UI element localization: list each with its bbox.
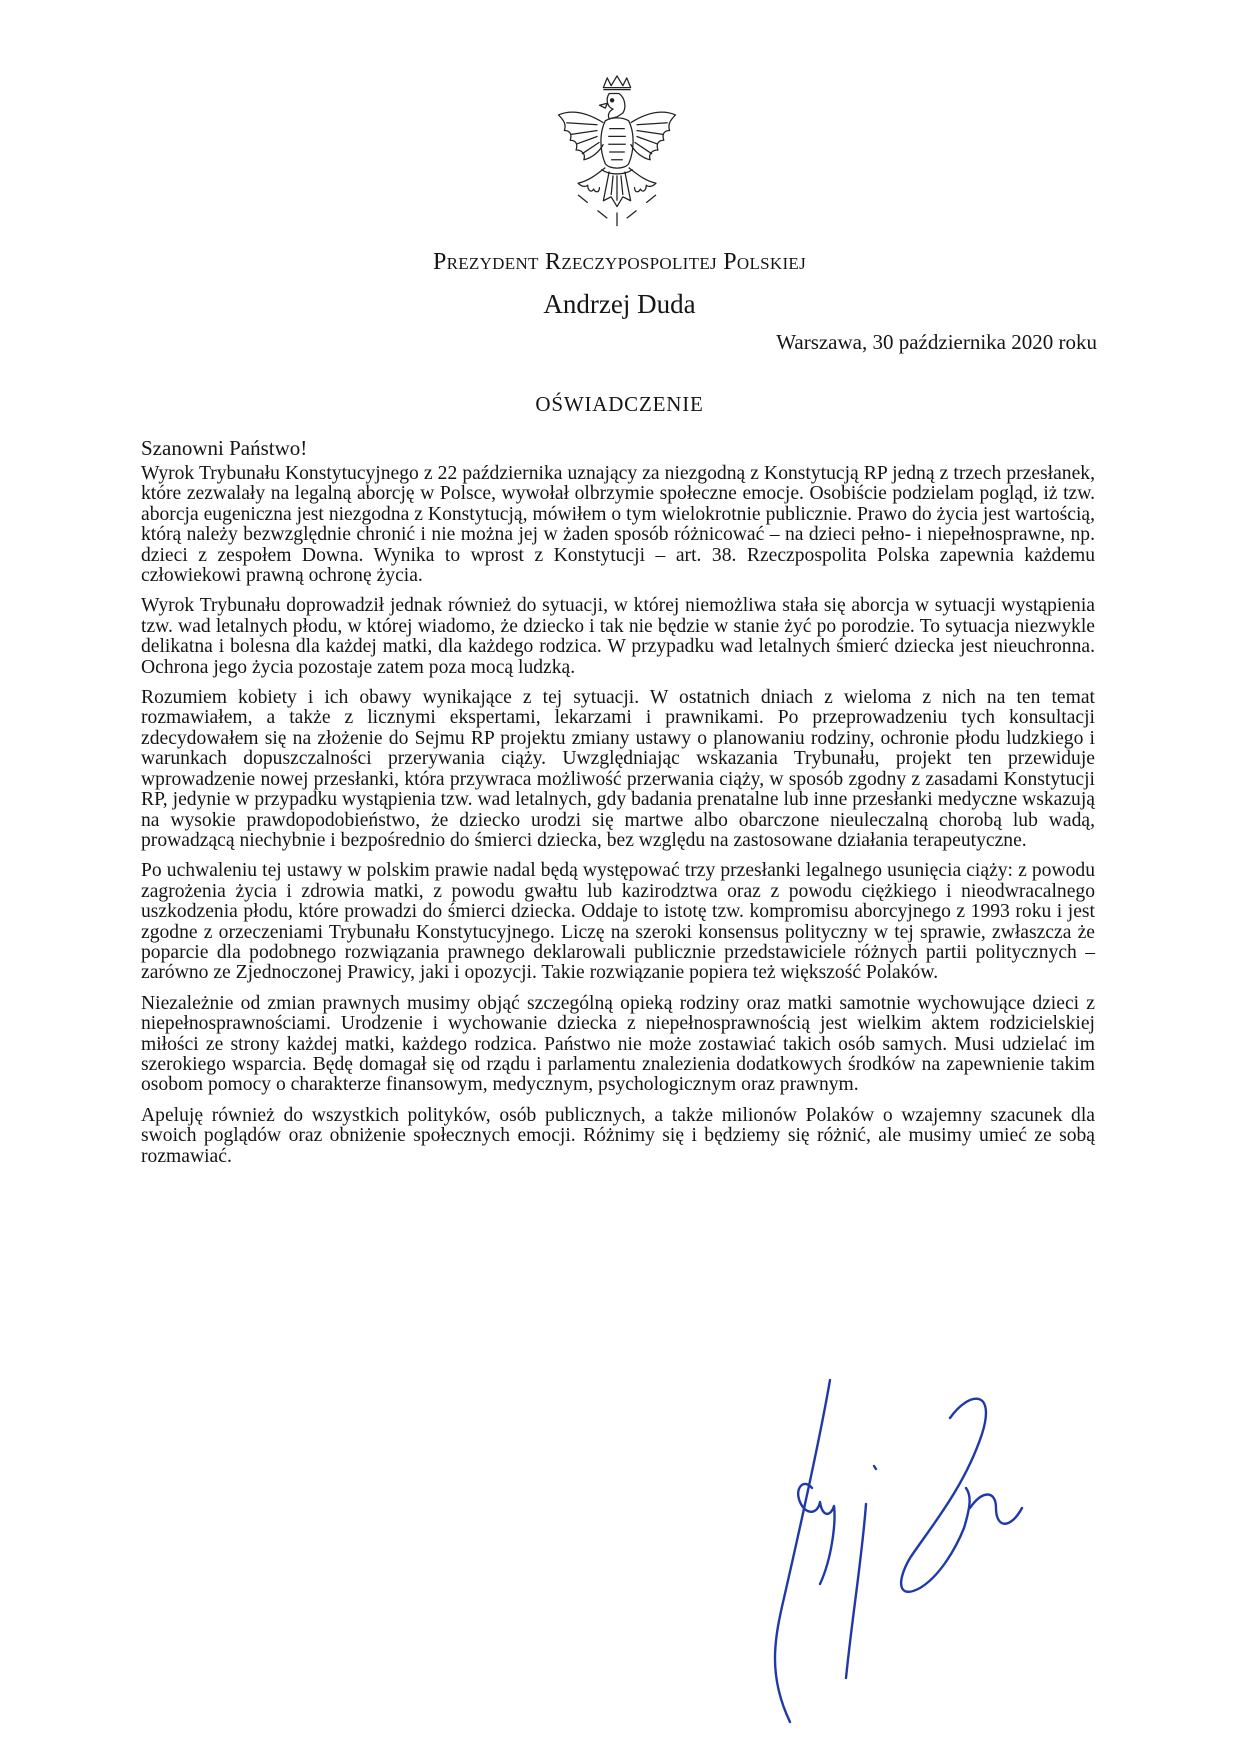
paragraph: Rozumiem kobiety i ich obawy wynikające z tej sytuacji. W ostatnich dniach z wieloma z nich na ten temat rozmawiałem, a także z licznymi ekspertami, lekarzami i prawnikami. Po przeprowadzeniu tych konsultacji zdecydowałem się na złożenie do Sejmu RP projektu zmiany ustawy o planowaniu rodziny, ochronie płodu ludzkiego i warunkach dopuszczalności przerywania ciąży. Uwzględniając wskazania Trybunału, projekt ten przewiduje wprowadzenie nowej przesłanki, która przywraca możliwość przerwania ciąży, w sposób zgodny z zasadami Konstytucji RP, jedynie w przypadku wystąpienia tzw. wad letalnych, gdy badania prenatalne lub inne przesłanki medyczne wskazują na wysokie prawdopodobieństwo, że dziecko urodzi się martwe albo obarczone nieuleczalną chorobą lub wadą, prowadzącą niechybnie i bezpośrednio do śmierci dziecka, bez względu na zastosowane działania terapeutyczne. <box>141 687 1095 851</box>
eagle-emblem-icon <box>548 74 686 230</box>
place-and-date: Warszawa, 30 października 2020 roku <box>776 330 1097 354</box>
president-name: Andrzej Duda <box>543 289 696 319</box>
paragraph: Po uchwaleniu tej ustawy w polskim prawie nadal będą występować trzy przesłanki legalnego usunięcia ciąży: z powodu zagrożenia życia i zdrowia matki, z powodu gwałtu lub kazirodztwa oraz z powodu ciężkiego i nieodwracalnego uszkodzenia płodu, które prowadzi do śmierci dziecka. Oddaje to istotę tzw. kompromisu aborcyjnego z 1993 roku i jest zgodne z orzeczeniami Trybunału Konstytucyjnego. Liczę na szeroki konsensus polityczny w tej sprawie, zwłaszcza że poparcie dla podobnego rozwiązania prawnego deklarowali publicznie przedstawiciele różnych partii politycznych – zarówno ze Zjednoczonej Prawicy, jaki i opozycji. Takie rozwiązanie popiera też większość Polaków. <box>141 860 1095 984</box>
paragraph: Wyrok Trybunału doprowadził jednak również do sytuacji, w której niemożliwa stała się aborcja w sytuacji wystąpienia tzw. wad letalnych płodu, w której wiadomo, że dziecko i tak nie będzie w stanie żyć po porodzie. To sytuacja niezwykle delikatna i bolesna dla każdej matki, dla każdego rodzica. W przypadku wad letalnych śmierć dziecka jest nieuchronna. Ochrona jego życia pozostaje zatem poza mocą ludzką. <box>141 595 1095 678</box>
paragraph: Niezależnie od zmian prawnych musimy objąć szczególną opieką rodziny oraz matki samotnie wychowujące dzieci z niepełnosprawnościami. Urodzenie i wychowanie dziecka z niepełnosprawnością jest wielkim aktem rodzicielskiej miłości ze strony każdej matki, każdego rodzica. Państwo nie może zostawiać takich osób samych. Musi udzielać im szerokiego wsparcia. Będę domagał się od rządu i parlamentu znalezienia dodatkowych środków na zapewnienie takim osobom pomocy o charakterze finansowym, medycznym, psychologicznym oraz prawnym. <box>141 992 1095 1096</box>
document-title: OŚWIADCZENIE <box>535 392 704 416</box>
paragraph: Wyrok Trybunału Konstytucyjnego z 22 października uznający za niezgodną z Konstytucją RP jedną z trzech przesłanek, które zezwalały na legalną aborcję w Polsce, wywołał olbrzymie społeczne emocje. Osobiście podzielam pogląd, iż tzw. aborcja eugeniczna jest niezgodna z Konstytucją, mówiłem o tym wielokrotnie publicznie. Prawo do życia jest wartością, którą należy bezwzględnie chronić i nie można jej w żaden sposób różnicować – na dzieci pełno- i niepełnosprawne, np. dzieci z zespołem Downa. Wynika to wprost z Konstytucji – art. 38. Rzeczpospolita Polska zapewnia każdemu człowiekowi prawną ochronę życia. <box>141 463 1095 587</box>
paragraph: Apeluję również do wszystkich polityków, osób publicznych, a także milionów Polaków o wzajemny szacunek dla swoich poglądów oraz obniżenie społecznych emocji. Różnimy się i będziemy się różnić, ale musimy umieć ze sobą rozmawiać. <box>141 1104 1095 1167</box>
statement-body <box>141 464 1095 1177</box>
greeting: Szanowni Państwo! <box>141 436 308 460</box>
office-title: Prezydent Rzeczypospolitej Polskiej <box>432 249 807 275</box>
signature-icon <box>760 1378 1120 1738</box>
